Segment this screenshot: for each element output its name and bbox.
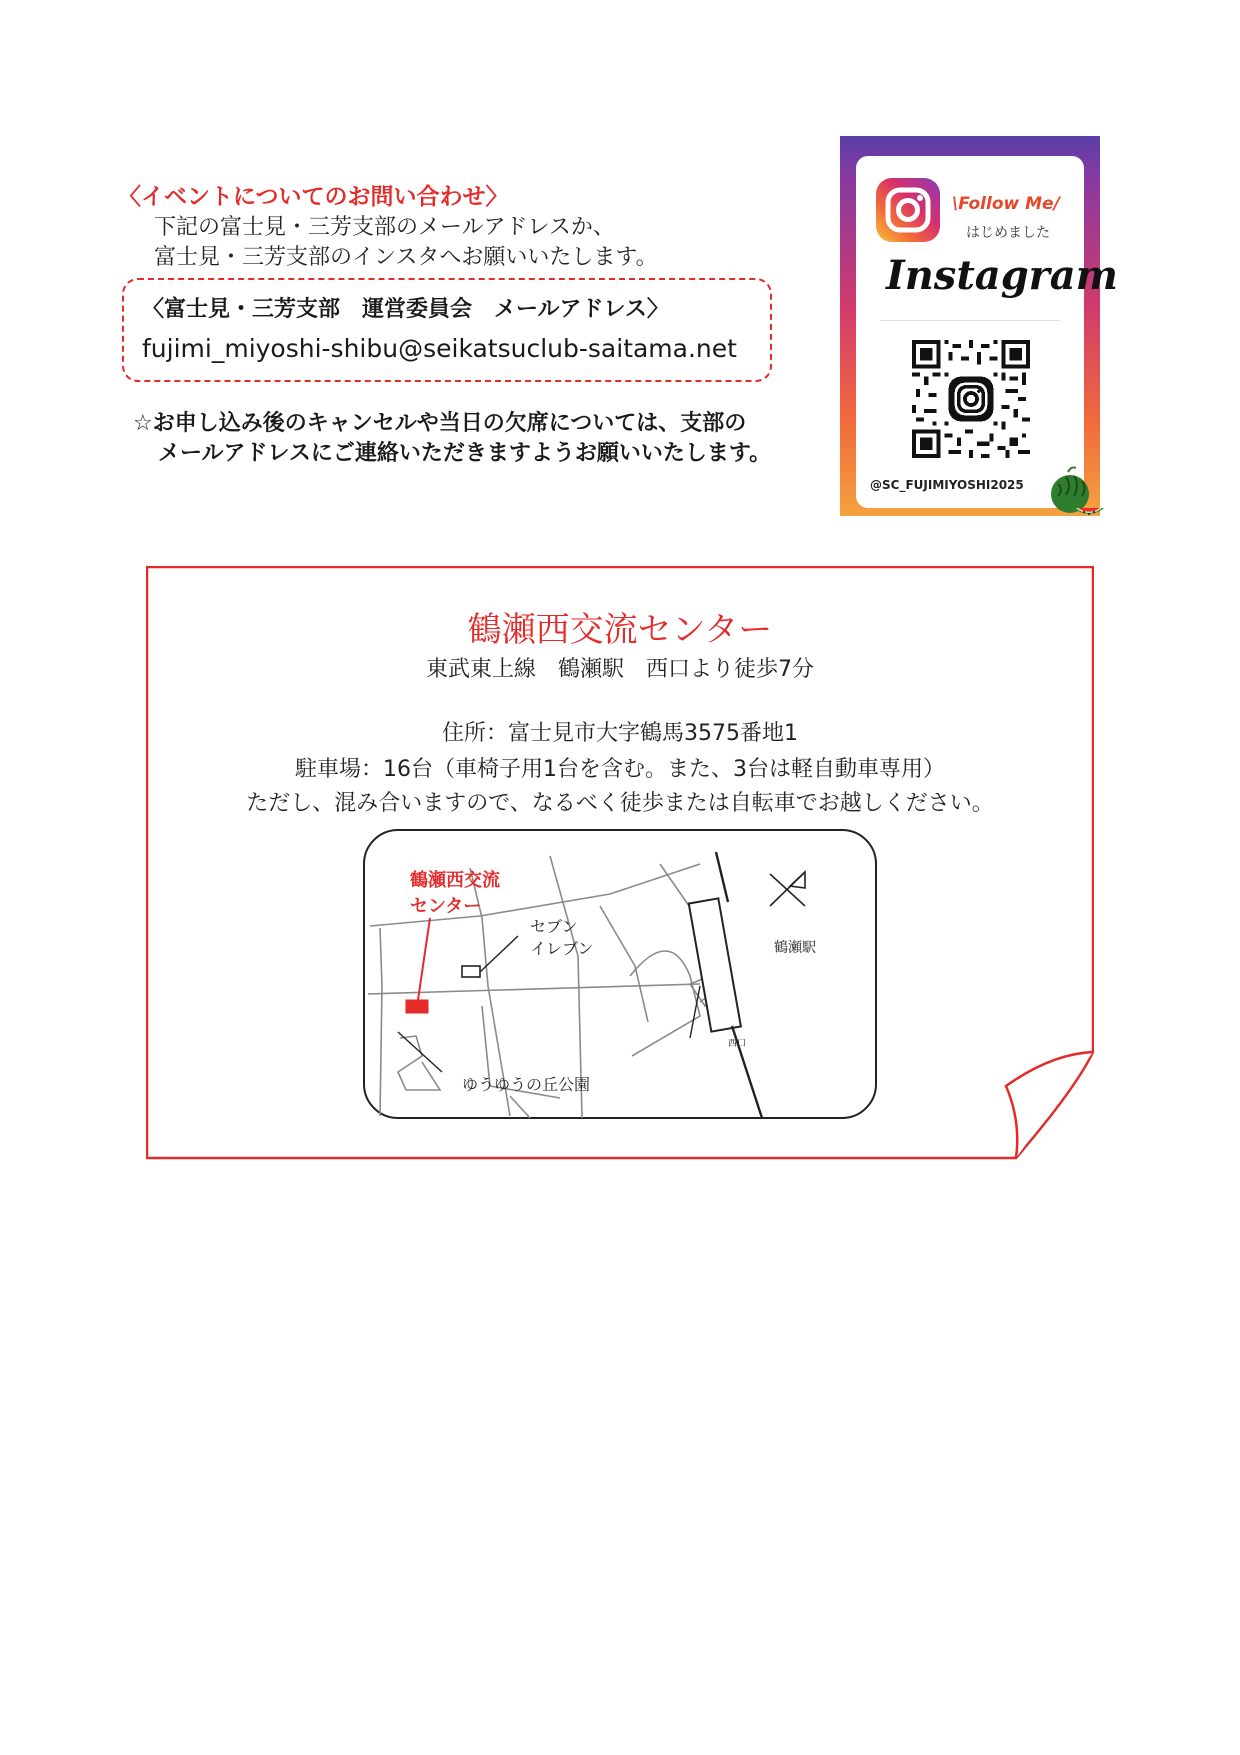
map-center-label (410, 868, 500, 920)
map-seven-line-1: セブン (530, 917, 578, 936)
center-title: 鶴瀬西交流センター (467, 610, 773, 650)
notice-line-1: ☆お申し込み後のキャンセルや当日の欠席については、支部の (133, 411, 747, 436)
started-text: はじめました (966, 225, 1050, 241)
map-park-label: ゆうゆうの丘公園 (462, 1075, 591, 1094)
instagram-wordmark: Instagram (886, 252, 1118, 299)
map-seven-eleven-label (530, 916, 593, 960)
notice-line-2: メールアドレスにご連絡いただきますようお願いいたします。 (158, 441, 772, 466)
center-parking: 駐車場：16台（車椅子用1台を含む。また、3台は軽自動車専用） (295, 757, 945, 782)
mail-address-link[interactable]: fujimi_miyoshi-shibu@seikatsuclub-saitama.net (142, 334, 737, 363)
watermelon-icon (1046, 462, 1106, 518)
map-west-exit-label: 西口 (728, 1039, 747, 1049)
follow-me-text: \Follow Me/ (952, 194, 1060, 214)
center-access: 東武東上線 鶴瀬駅 西口より徒歩7分 (426, 657, 814, 682)
map-center-label-2: センター (410, 896, 482, 917)
instagram-icon (876, 178, 940, 242)
mail-heading: 〈富士見・三芳支部 運営委員会 メールアドレス〉 (142, 297, 669, 322)
qr-code[interactable] (912, 340, 1030, 458)
map-seven-line-2: イレブン (530, 939, 594, 958)
instagram-handle: @SC_FUJIMIYOSHI2025 (870, 478, 1024, 492)
divider (880, 320, 1060, 321)
inquiry-title: 〈イベントについてのお問い合わせ〉 (118, 184, 509, 210)
inquiry-text-line-2: 富士見・三芳支部のインスタへお願いいたします。 (154, 245, 658, 270)
center-address: 住所：富士見市大字鶴馬3575番地1 (442, 721, 798, 746)
map-center-label-1: 鶴瀬西交流 (410, 870, 500, 891)
map-station-label: 鶴瀬駅 (774, 940, 816, 956)
inquiry-text-line-1: 下記の富士見・三芳支部のメールアドレスか、 (154, 215, 615, 240)
center-request: ただし、混み合いますので、なるべく徒歩または自転車でお越しください。 (246, 791, 994, 816)
